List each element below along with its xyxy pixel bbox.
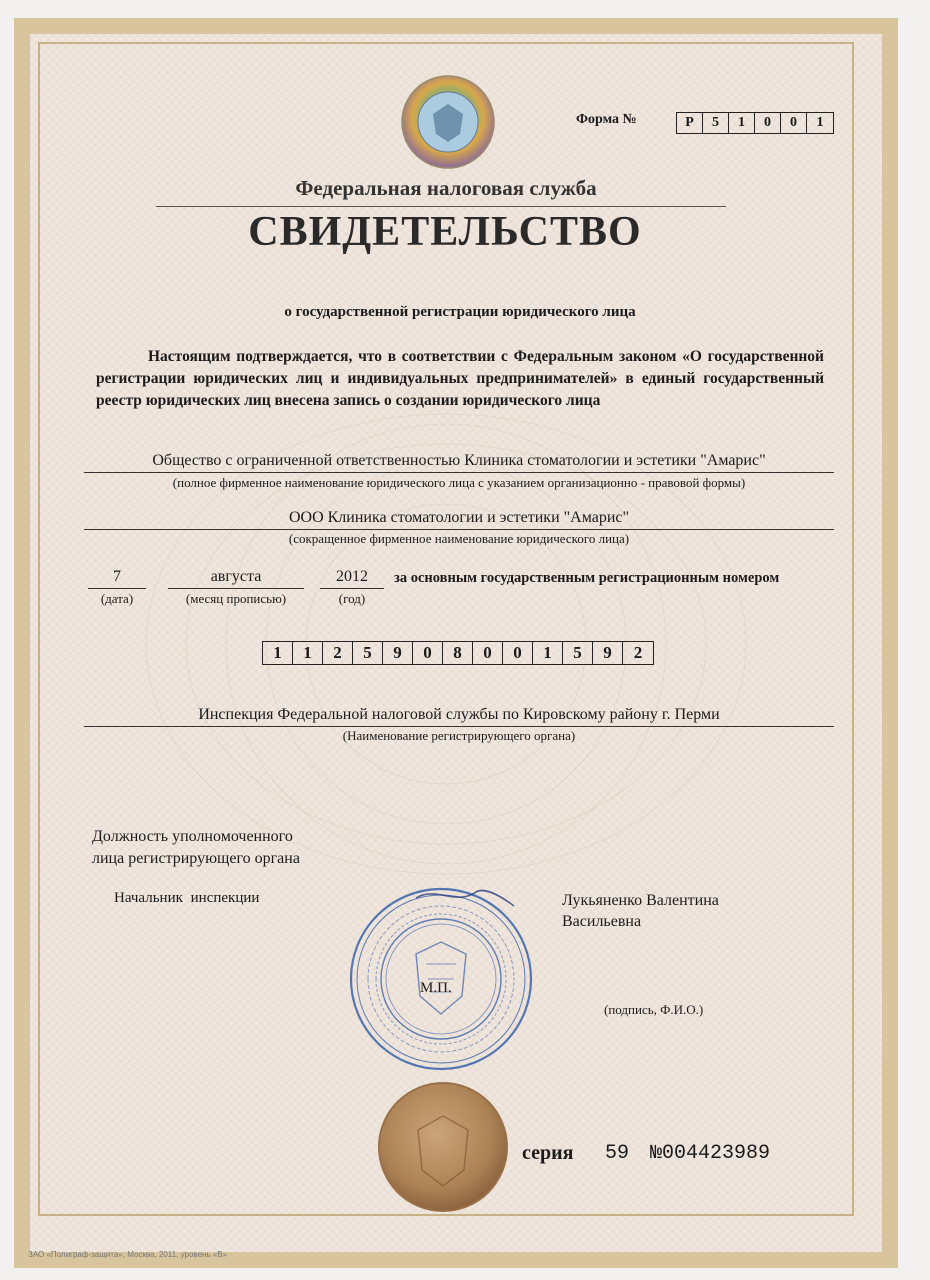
ogrn-digit: 0 [473, 642, 503, 664]
short-name-caption: (сокращенное фирменное наименование юридического лица) [288, 531, 630, 546]
hologram-emblem-icon [400, 74, 496, 170]
ogrn-digit: 9 [593, 642, 623, 664]
ogrn-boxes [262, 641, 654, 665]
date-day: 7 [113, 568, 121, 585]
series-label: серия [522, 1142, 574, 1164]
date-month-line [168, 588, 304, 589]
signature-caption: (подпись, Ф.И.О.) [604, 1002, 704, 1017]
certificate-title: СВИДЕТЕЛЬСТВО [248, 209, 642, 255]
date-year: 2012 [336, 568, 368, 585]
form-code-cell: 0 [755, 113, 781, 133]
ogrn-digit: 1 [293, 642, 323, 664]
printer-footer: ЗАО «Полиграф-защита», Москва, 2011, уровень «В» [28, 1250, 228, 1259]
certificate-subtitle: о государственной регистрации юридического лица [284, 304, 636, 320]
date-year-line [320, 588, 384, 589]
position-caption-line1: Должность уполномоченного [92, 828, 293, 845]
ogrn-digit: 2 [323, 642, 353, 664]
signatory-name-line2: Васильевна [562, 913, 642, 930]
agency-name: Федеральная налоговая служба [295, 176, 597, 200]
ogrn-digit: 2 [633, 643, 643, 662]
form-code-boxes [676, 112, 834, 134]
position-value: Начальник инспекции [114, 890, 260, 906]
form-code-cell: 0 [781, 113, 807, 133]
ogrn-digit: 5 [353, 642, 383, 664]
series-value: 59 [605, 1142, 630, 1165]
ogrn-digit: 0 [413, 642, 443, 664]
ogrn-digit: 0 [503, 642, 533, 664]
form-label: Форма № [576, 112, 637, 127]
authority-value: Инспекция Федеральной налоговой службы по Кировскому району г. Перми [198, 706, 720, 723]
official-stamp-icon [346, 884, 536, 1074]
full-name-caption: (полное фирменное наименование юридического лица с указанием организационно - правовой формы) [172, 475, 746, 490]
signatory-name-line1: Лукьяненко Валентина [562, 892, 719, 909]
date-day-line [88, 588, 146, 589]
date-day-caption: (дата) [100, 591, 134, 606]
authority-line [84, 726, 834, 727]
confirmation-paragraph: Настоящим подтверждается, что в соответствии с Федеральным законом «О государственной регистрации юридических лиц и индивидуальных предпринимателей» в единый государственный реестр юридических лиц внесена запись о создании юридического лица [96, 348, 824, 409]
full-name-value: Общество с ограниченной ответственностью Клиника стоматологии и эстетики "Амарис" [152, 452, 766, 469]
ogrn-digit: 8 [443, 642, 473, 664]
authority-caption: (Наименование регистрирующего органа) [342, 728, 576, 743]
form-code-cell: Р [677, 113, 703, 133]
ogrn-digit: 9 [383, 642, 413, 664]
position-caption-line2: лица регистрирующего органа [92, 850, 300, 867]
full-name-line [84, 472, 834, 473]
form-code-cell: 1 [816, 115, 824, 130]
date-month-caption: (месяц прописью) [185, 591, 287, 606]
date-month: августа [210, 568, 262, 585]
ogrn-digit: 1 [263, 642, 293, 664]
date-year-caption: (год) [338, 591, 366, 606]
short-name-line [84, 529, 834, 530]
short-name-value: ООО Клиника стоматологии и эстетики "Амарис" [288, 509, 630, 526]
gold-seal-icon [376, 1080, 510, 1214]
mp-label: М.П. [420, 980, 452, 996]
ogrn-digit: 5 [563, 642, 593, 664]
certificate-number: №004423989 [650, 1142, 771, 1165]
form-code-cell: 5 [703, 113, 729, 133]
ogrn-digit: 1 [533, 642, 563, 664]
agency-underline [156, 206, 726, 207]
registration-number-label: за основным государственным регистрационным номером [394, 570, 780, 586]
form-code-cell: 1 [729, 113, 755, 133]
